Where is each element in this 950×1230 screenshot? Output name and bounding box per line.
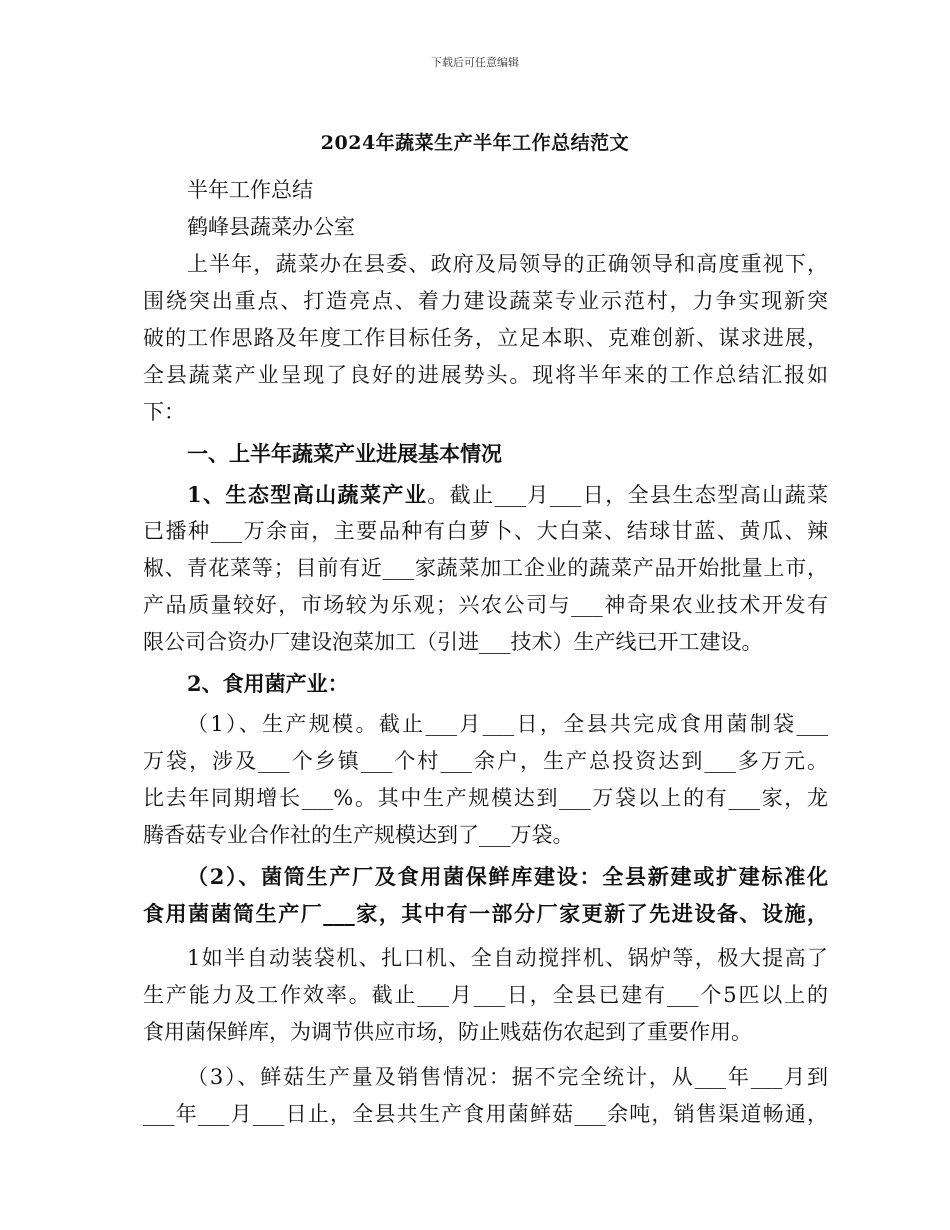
sub1-line: 比去年同期增长___%。其中生产规模达到___万袋以上的有___家，龙: [143, 786, 828, 810]
section-heading: 一、上半年蔬菜产业进展基本情况: [187, 441, 502, 466]
intro-line: 全县蔬菜产业呈现了良好的进展势头。现将半年来的工作总结汇报如: [143, 363, 828, 387]
item1-line: 已播种___万余亩，主要品种有白萝卜、大白菜、结球甘蓝、黄瓜、辣: [143, 519, 828, 543]
item1-line: 产品质量较好，市场较为乐观；兴农公司与___神奇果农业技术开发有: [143, 593, 828, 617]
sub2-line: 生产能力及工作效率。截止___月___日，全县已建有___个5匹以上的: [143, 983, 828, 1007]
document-title: 2024年蔬菜生产半年工作总结范文: [320, 132, 630, 154]
sub1-line: 万袋，涉及___个乡镇___个村___余户，生产总投资达到___多万元。: [143, 749, 828, 773]
sub2-line: 1如半自动装袋机、扎口机、全自动搅拌机、锅炉等，极大提高了: [187, 946, 828, 970]
item2-heading: 2、食用菌产业：: [187, 671, 349, 696]
item1-rest: 。截止___月___日，全县生态型高山蔬菜: [427, 483, 828, 507]
item1-line: 限公司合资办厂建设泡菜加工（引进___技术）生产线已开工建设。: [143, 630, 763, 654]
sub2-bold-line: 食用菌菌筒生产厂___家，其中有一部分厂家更新了先进设备、设施，: [143, 901, 828, 926]
office-name: 鹤峰县蔬菜办公室: [187, 215, 355, 239]
page-header-note: 下载后可任意编辑: [431, 56, 519, 69]
sub1-line: 腾香菇专业合作社的生产规模达到了___万袋。: [143, 823, 574, 847]
intro-line: 下：: [143, 400, 185, 424]
intro-line: 上半年，蔬菜办在县委、政府及局领导的正确领导和高度重视下，: [187, 252, 828, 276]
item1-first-line: [143, 476, 828, 513]
sub1-line: （1）、生产规模。截止___月___日，全县共完成食用菌制袋___: [187, 712, 828, 736]
item1-line: 椒、青花菜等；目前有近___家蔬菜加工企业的蔬菜产品开始批量上市，: [143, 556, 828, 580]
intro-line: 破的工作思路及年度工作目标任务，立足本职、克难创新、谋求进展，: [143, 326, 828, 350]
document-body: [143, 172, 828, 1133]
sub2-line: 食用菌保鲜库，为调节供应市场，防止贱菇伤农起到了重要作用。: [143, 1020, 752, 1044]
sub3-line: ___年___月___日止，全县共生产食用菌鲜菇___余吨，销售渠道畅通，: [143, 1102, 828, 1126]
sub3-line: （3）、鲜菇生产量及销售情况：据不完全统计，从___年___月到: [187, 1065, 828, 1089]
intro-line: 围绕突出重点、打造亮点、着力建设蔬菜专业示范村，力争实现新突: [143, 289, 828, 313]
subtitle: 半年工作总结: [187, 178, 313, 202]
item1-lead: 1、生态型高山蔬菜产业: [187, 482, 428, 507]
sub2-bold-line: （2）、菌筒生产厂及食用菌保鲜库建设：全县新建或扩建标准化: [187, 864, 828, 889]
